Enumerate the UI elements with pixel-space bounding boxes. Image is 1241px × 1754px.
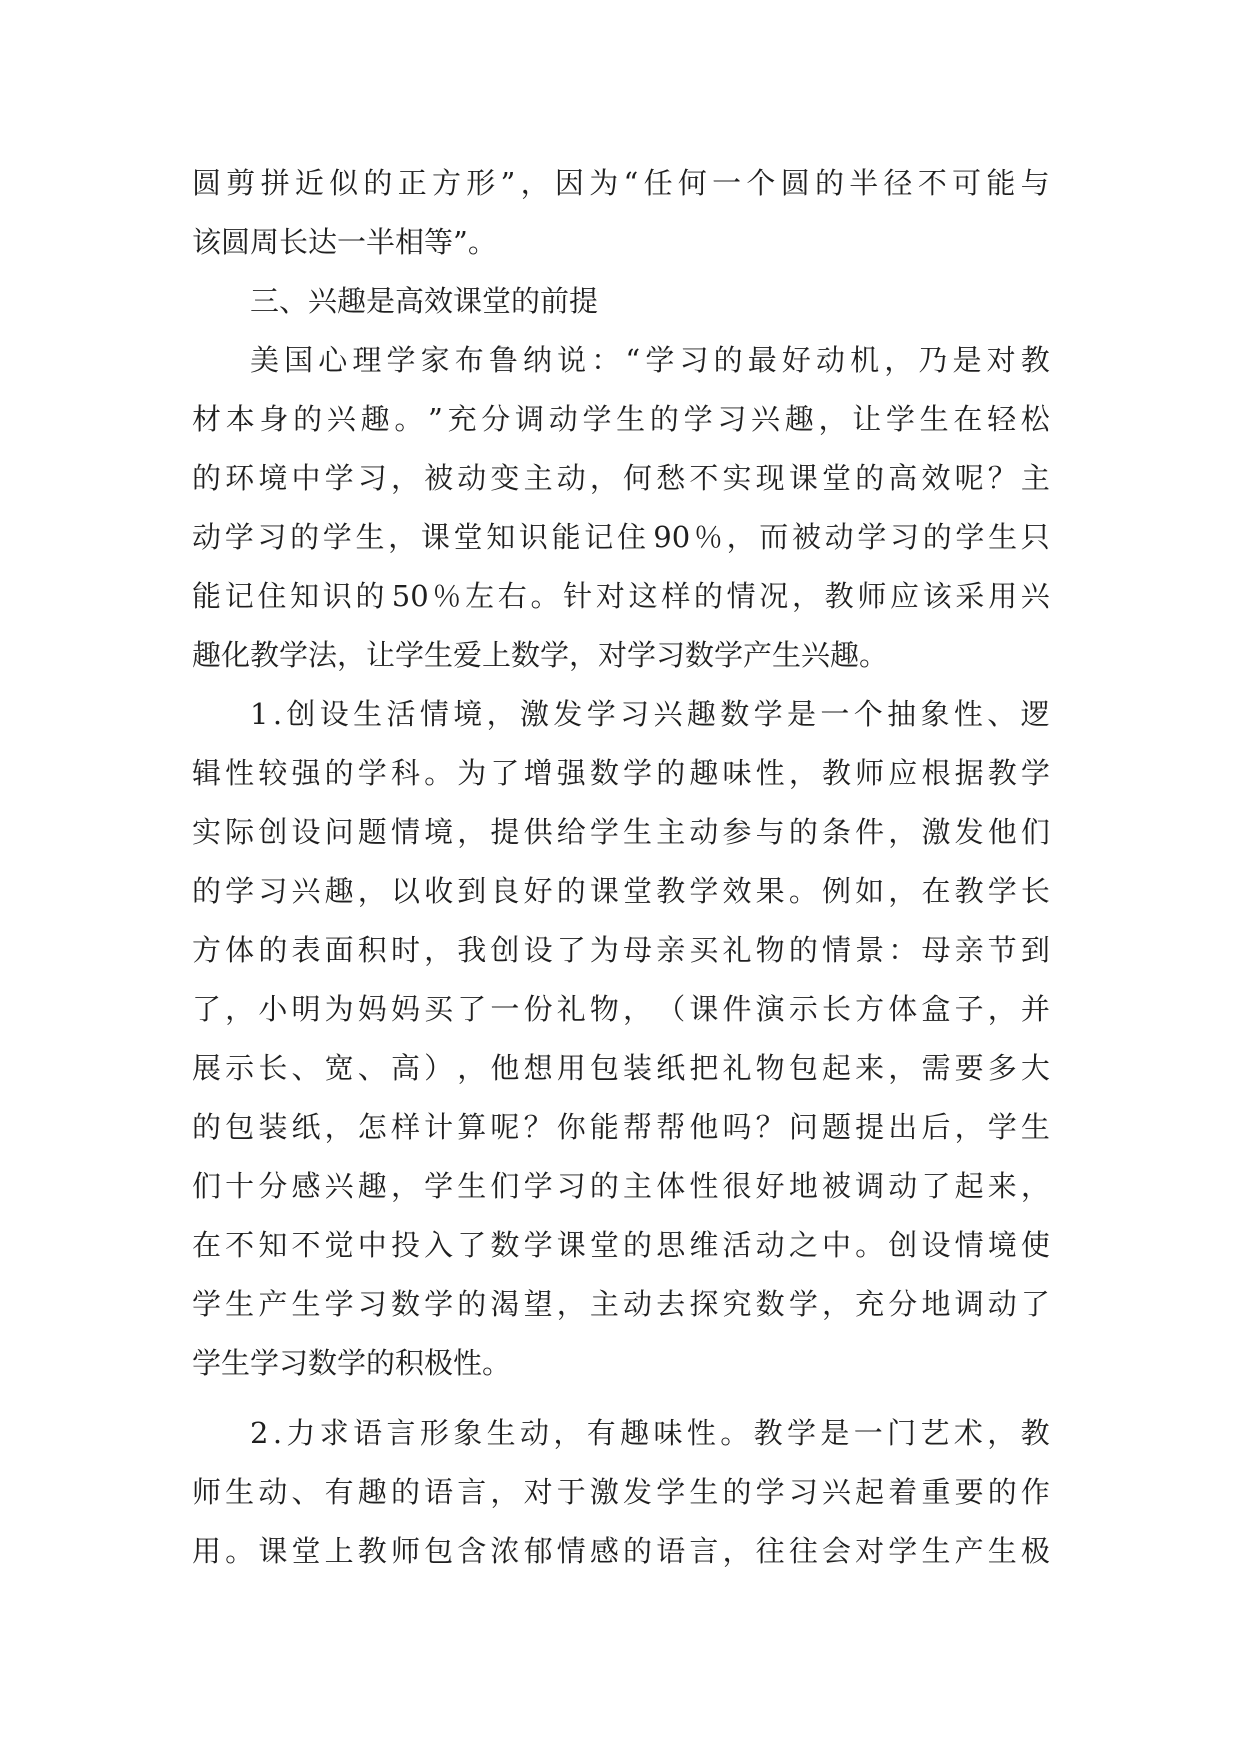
paragraph-line: 圆 剪 拼 近 似 的 正 方 形 ” ， 因 为 “ 任 何 一 个 圆 的 半 径 不 可 能 与 (192, 166, 1050, 200)
body-text (192, 154, 1050, 1581)
paragraph-line: 师 生 动 、 有 趣 的 语 言 ， 对 于 激 发 学 生 的 学 习 兴 起 着 重 要 的 作 (192, 1475, 1050, 1509)
paragraph-line: 在 不 知 不 觉 中 投 入 了 数 学 课 堂 的 思 维 活 动 之 中 。 创 设 情 境 使 (192, 1228, 1050, 1262)
section-heading: 三、兴趣是高效课堂的前提 (250, 284, 599, 318)
paragraph-line: 的 学 习 兴 趣 ， 以 收 到 良 好 的 课 堂 教 学 效 果 。 例 如 ， 在 教 学 长 (192, 874, 1050, 908)
paragraph-line: 辑 性 较 强 的 学 科 。 为 了 增 强 数 学 的 趣 味 性 ， 教 师 应 根 据 教 学 (192, 756, 1050, 790)
paragraph-line: 学生学习数学的积极性。 (192, 1346, 512, 1380)
paragraph-line: 展 示 长 、 宽 、 高 ） ， 他 想 用 包 装 纸 把 礼 物 包 起 来 ， 需 要 多 大 (192, 1051, 1050, 1085)
paragraph-line: 动 学 习 的 学 生 ， 课 堂 知 识 能 记 住 90 ％ ， 而 被 动 学 习 的 学 生 只 (192, 520, 1050, 554)
paragraph-line: 的 环 境 中 学 习 ， 被 动 变 主 动 ， 何 愁 不 实 现 课 堂 的 高 效 呢 ？ 主 (192, 461, 1050, 495)
paragraph-line: 材 本 身 的 兴 趣 。 ” 充 分 调 动 学 生 的 学 习 兴 趣 ， 让 学 生 在 轻 松 (192, 402, 1050, 436)
paragraph-line: 2 . 力 求 语 言 形 象 生 动 ， 有 趣 味 性 。 教 学 是 一 门 艺 术 ， 教 (250, 1416, 1050, 1450)
paragraph-line: 的 包 装 纸 ， 怎 样 计 算 呢 ？ 你 能 帮 帮 他 吗 ？ 问 题 提 出 后 ， 学 生 (192, 1110, 1050, 1144)
paragraph-line: 实 际 创 设 问 题 情 境 ， 提 供 给 学 生 主 动 参 与 的 条 件 ， 激 发 他 们 (192, 815, 1050, 849)
paragraph-line: 趣化教学法，让学生爱上数学，对学习数学产生兴趣。 (192, 638, 889, 672)
paragraph-line: 该圆周长达一半相等”。 (192, 225, 497, 259)
paragraph-line: 学 生 产 生 学 习 数 学 的 渴 望 ， 主 动 去 探 究 数 学 ， 充 分 地 调 动 了 (192, 1287, 1050, 1321)
paragraph-gap (192, 1393, 1050, 1404)
paragraph-line: 用 。 课 堂 上 教 师 包 含 浓 郁 情 感 的 语 言 ， 往 往 会 对 学 生 产 生 极 (192, 1534, 1050, 1568)
paragraph-line: 能 记 住 知 识 的 50 ％ 左 右 。 针 对 这 样 的 情 况 ， 教 师 应 该 采 用 兴 (192, 579, 1050, 613)
paragraph-line: 了 ， 小 明 为 妈 妈 买 了 一 份 礼 物 ， （ 课 件 演 示 长 方 体 盒 子 ， 并 (192, 992, 1050, 1026)
paragraph-line: 美 国 心 理 学 家 布 鲁 纳 说 ： “ 学 习 的 最 好 动 机 ， 乃 是 对 教 (250, 343, 1050, 377)
paragraph-line: 方 体 的 表 面 积 时 ， 我 创 设 了 为 母 亲 买 礼 物 的 情 景 ： 母 亲 节 到 (192, 933, 1050, 967)
paragraph-line: 1 . 创 设 生 活 情 境 ， 激 发 学 习 兴 趣 数 学 是 一 个 抽 象 性 、 逻 (250, 697, 1050, 731)
paragraph-line: 们 十 分 感 兴 趣 ， 学 生 们 学 习 的 主 体 性 很 好 地 被 调 动 了 起 来 ， (192, 1169, 1050, 1203)
